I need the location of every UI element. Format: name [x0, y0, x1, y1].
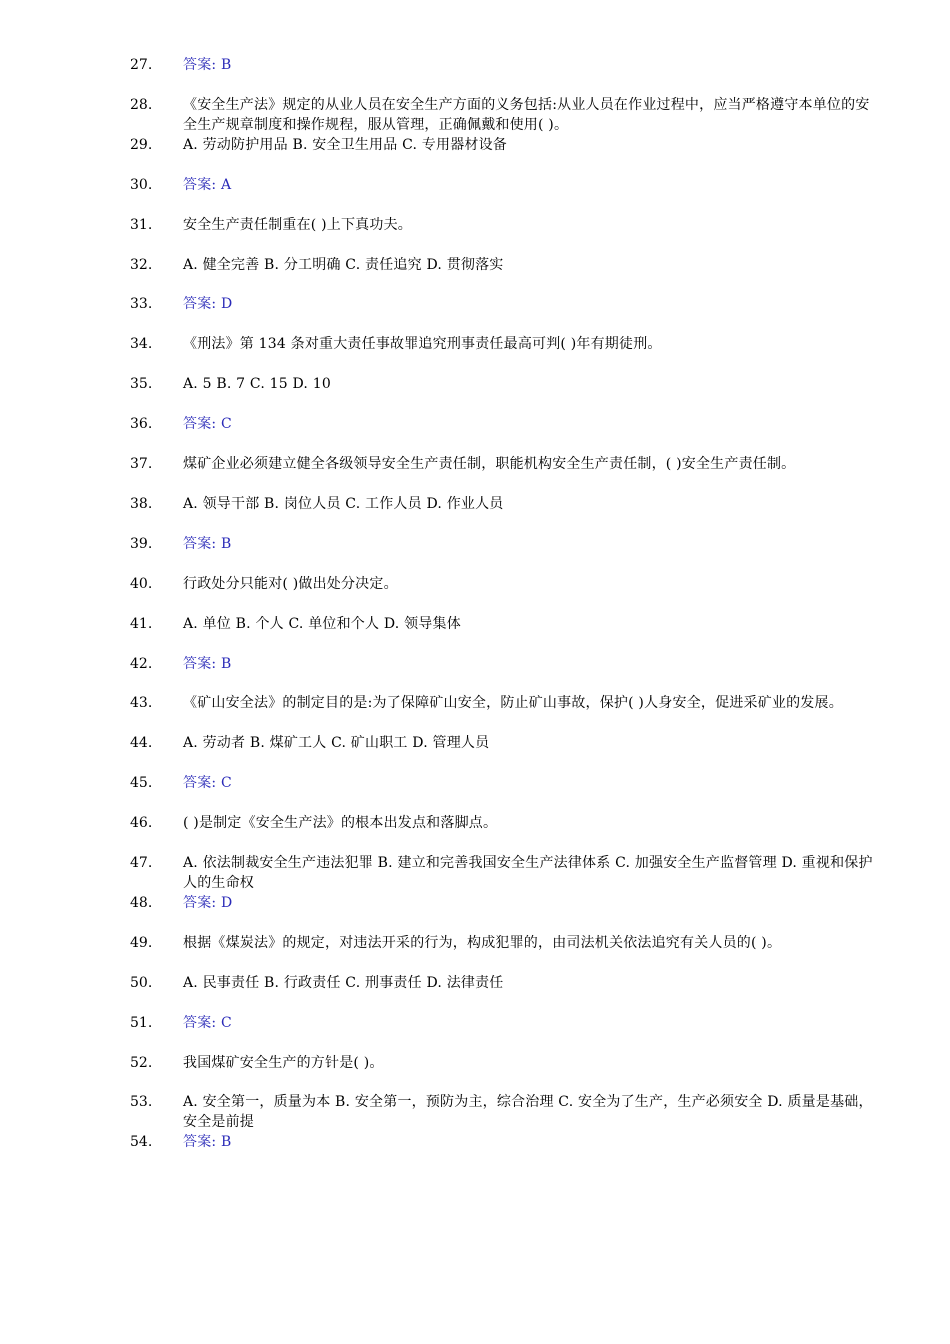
answer-text: 答案: C: [183, 775, 232, 792]
item-text: A. 劳动防护用品 B. 安全卫生用品 C. 专用器材设备: [183, 136, 508, 153]
answer-text: 答案: D: [183, 296, 233, 313]
item-text: 《安全生产法》规定的从业人员在安全生产方面的义务包括:从业人员在作业过程中，应当严格遵守本单位的安全生产规章制度和操作规程，服从管理，正确佩戴和使用( )。: [183, 96, 870, 133]
item-text: A. 依法制裁安全生产违法犯罪 B. 建立和完善我国安全生产法律体系 C. 加强安全生产监督管理 D. 重视和保护人的生命权: [183, 855, 873, 891]
item-number: 52.: [130, 1054, 153, 1071]
item-number: 53.: [130, 1094, 153, 1111]
item-number: 47.: [130, 855, 153, 871]
answer-text: 答案: B: [183, 57, 232, 73]
answer-text: 答案: B: [183, 655, 232, 672]
item-number: 35.: [130, 376, 153, 393]
item-text: 《刑法》第 134 条对重大责任事故罪追究刑事责任最高可判( )年有期徒刑。: [183, 336, 662, 353]
item-number: 32.: [130, 256, 153, 273]
item-number: 37.: [130, 456, 153, 472]
item-number: 42.: [130, 655, 153, 672]
item-text: 煤矿企业必须建立健全各级领导安全生产责任制，职能机构安全生产责任制，( )安全生产责任制。: [183, 456, 796, 472]
answer-text: 答案: A: [183, 176, 232, 193]
item-text: 根据《煤炭法》的规定，对违法开采的行为，构成犯罪的，由司法机关依法追究有关人员的( )。: [183, 934, 782, 951]
item-text: 行政处分只能对( )做出处分决定。: [183, 575, 398, 592]
item-number: 33.: [130, 296, 153, 313]
item-text: ( )是制定《安全生产法》的根本出发点和落脚点。: [183, 815, 498, 832]
item-number: 44.: [130, 735, 153, 752]
answer-text: 答案: C: [183, 1014, 232, 1031]
item-number: 43.: [130, 695, 153, 712]
item-text: A. 劳动者 B. 煤矿工人 C. 矿山职工 D. 管理人员: [183, 735, 490, 752]
item-text: 《矿山安全法》的制定目的是:为了保障矿山安全，防止矿山事故，保护( )人身安全，促进采矿业的发展。: [183, 695, 843, 712]
item-number: 38.: [130, 495, 153, 512]
item-text: A. 5 B. 7 C. 15 D. 10: [183, 376, 331, 393]
item-number: 48.: [130, 894, 153, 911]
answer-text: 答案: B: [183, 535, 232, 552]
item-text: 安全生产责任制重在( )上下真功夫。: [183, 216, 412, 233]
item-text: A. 领导干部 B. 岗位人员 C. 工作人员 D. 作业人员: [183, 495, 504, 512]
item-text: 我国煤矿安全生产的方针是( )。: [183, 1054, 384, 1071]
item-number: 45.: [130, 775, 153, 792]
item-text: A. 民事责任 B. 行政责任 C. 刑事责任 D. 法律责任: [183, 974, 504, 991]
item-text: A. 单位 B. 个人 C. 单位和个人 D. 领导集体: [183, 615, 461, 632]
item-number: 51.: [130, 1014, 153, 1031]
item-number: 31.: [130, 216, 153, 233]
item-number: 50.: [130, 974, 153, 991]
item-number: 28.: [130, 96, 153, 113]
item-number: 27.: [130, 57, 153, 73]
item-number: 36.: [130, 416, 153, 433]
item-number: 40.: [130, 575, 153, 592]
item-number: 49.: [130, 934, 153, 951]
item-number: 39.: [130, 535, 153, 552]
item-number: 41.: [130, 615, 153, 632]
item-number: 34.: [130, 336, 153, 353]
item-number: 29.: [130, 136, 153, 153]
item-number: 54.: [130, 1134, 153, 1151]
item-number: 30.: [130, 176, 153, 193]
answer-text: 答案: B: [183, 1134, 232, 1151]
item-text: A. 安全第一，质量为本 B. 安全第一，预防为主，综合治理 C. 安全为了生产，生产必须安全 D. 质量是基础，安全是前提: [183, 1094, 873, 1131]
answer-text: 答案: D: [183, 894, 233, 911]
item-text: A. 健全完善 B. 分工明确 C. 责任追究 D. 贯彻落实: [183, 256, 504, 273]
item-number: 46.: [130, 815, 153, 832]
answer-text: 答案: C: [183, 416, 232, 433]
